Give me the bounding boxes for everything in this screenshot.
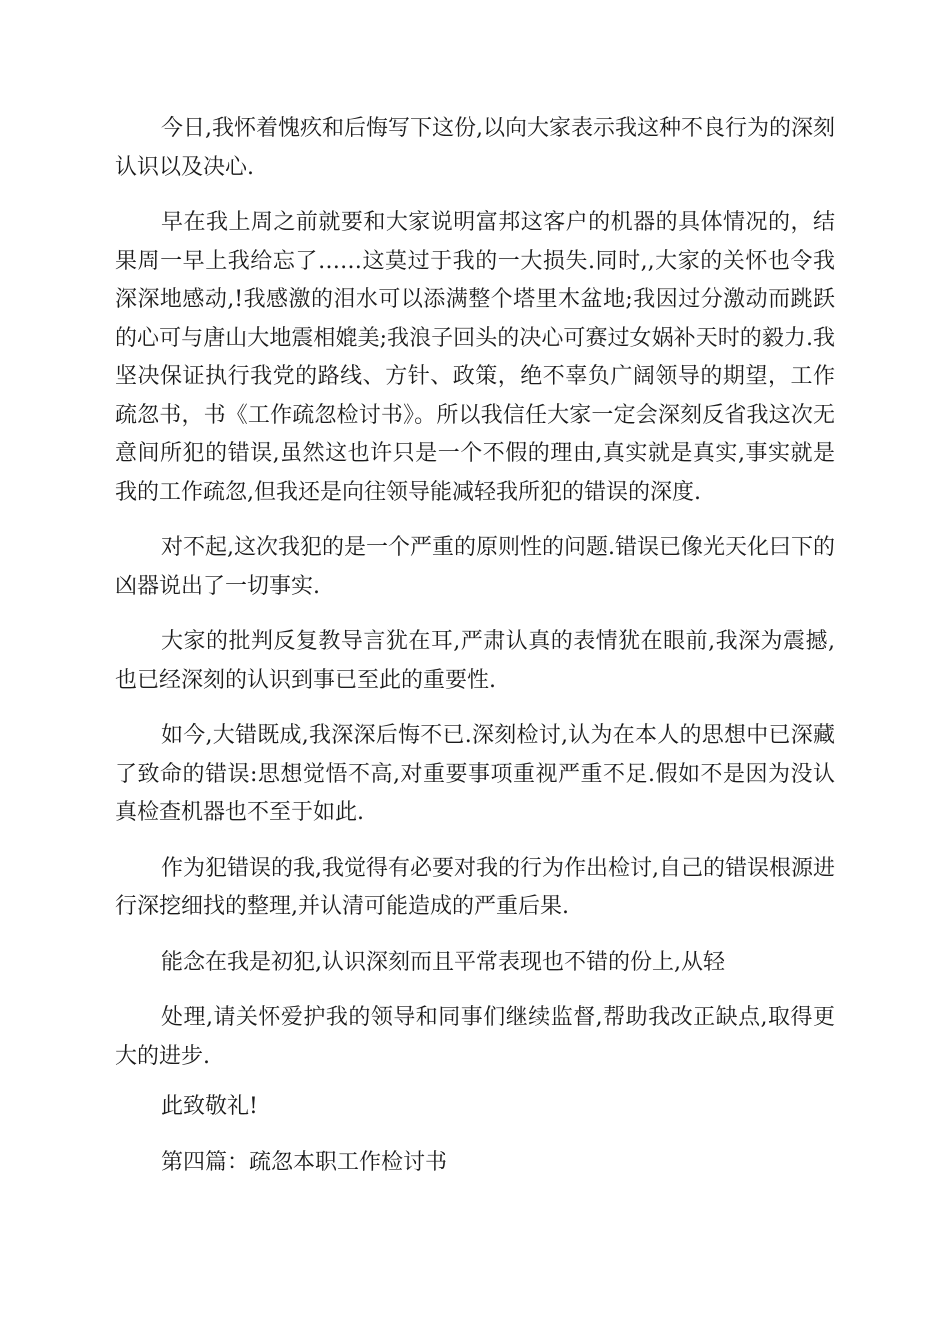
paragraph-request-leniency: 能念在我是初犯,认识深刻而且平常表现也不错的份上,从轻 (161, 949, 725, 975)
paragraph-request-supervision: 处理,请关怀爱护我的领导和同事们继续监督,帮助我改正缺点,取得更大的进步. (115, 1005, 835, 1069)
paragraph-regret: 如今,大错既成,我深深后悔不已.深刻检讨,认为在本人的思想中已深藏了致命的错误:思想觉悟不高,对重要事项重视严重不足.假如不是因为没认真检查机器也不至于如此. (115, 723, 835, 825)
closing-salutation: 此致敬礼! (161, 1094, 258, 1119)
paragraph-explanation: 早在我上周之前就要和大家说明富邦这客户的机器的具体情况的，结果周一早上我给忘了……这莫过于我的一大损失.同时,,大家的关怀也令我深深地感动,!我感激的泪水可以添满整个塔里木盆地;我因过分激动而跳跃的心可与唐山大地震相媲美;我浪子回头的决心可赛过女娲补天时的毅力.我坚决保证执行我党的路线、方针、政策，绝不辜负广阔领导的期望，工作疏忽书，书《工作疏忽检讨书》。所以我信任大家一定会深刻反省我这次无意间所犯的错误,虽然这也许只是一个不假的理由,真实就是真实,事实就是我的工作疏忽,但我还是向往领导能减轻我所犯的错误的深度. (115, 210, 835, 505)
section-heading: 第四篇：疏忽本职工作检讨书 (161, 1149, 448, 1175)
paragraph-criticism: 大家的批判反复教导言犹在耳,严肃认真的表情犹在眼前,我深为震撼,也已经深刻的认识到事已至此的重要性. (115, 629, 835, 693)
document-body (115, 110, 835, 1199)
paragraph-apology: 对不起,这次我犯的是一个严重的原则性的问题.错误已像光天化曰下的凶器说出了一切事实. (115, 535, 835, 599)
paragraph-intro: 今日,我怀着愧疚和后悔写下这份,以向大家表示我这种不良行为的深刻认识以及决心. (115, 116, 835, 180)
paragraph-reflection: 作为犯错误的我,我觉得有必要对我的行为作出检讨,自己的错误根源进行深挖细找的整理,并认清可能造成的严重后果. (115, 855, 835, 919)
